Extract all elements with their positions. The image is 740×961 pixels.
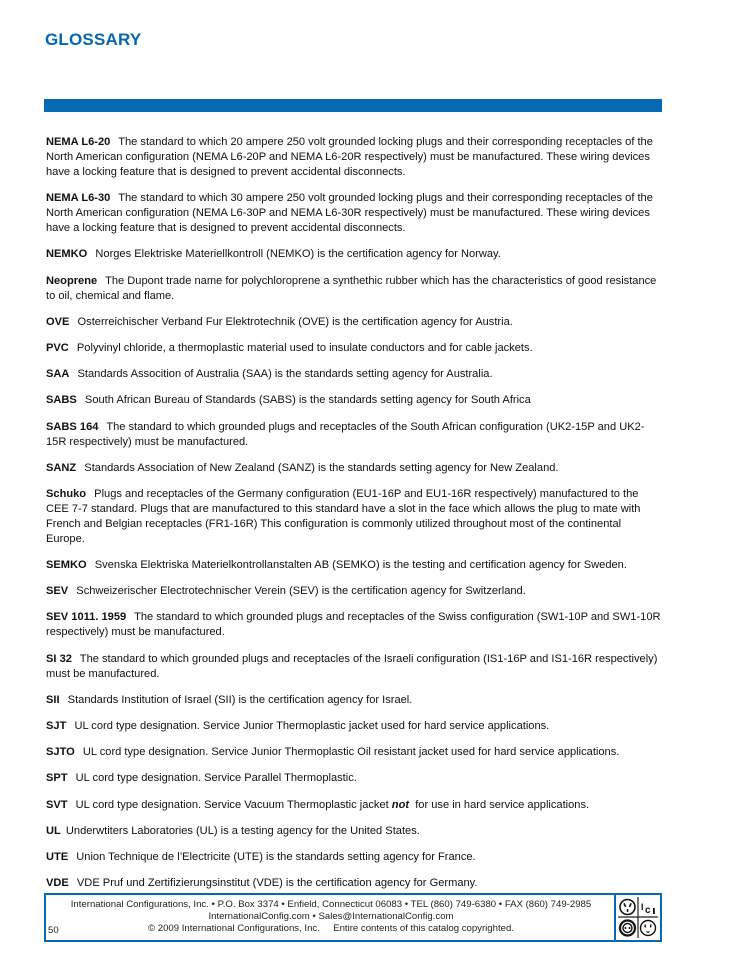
glossary-definition: The standard to which grounded plugs and receptacles of the South African configuration (UK2-15P and UK2-15R respectively) must be manufactured. bbox=[46, 420, 645, 448]
glossary-entry bbox=[46, 487, 662, 547]
glossary-term: SABS 164 bbox=[46, 420, 99, 433]
header-rule-bar bbox=[44, 99, 662, 112]
glossary-term: SII bbox=[46, 693, 60, 706]
glossary-entry bbox=[46, 610, 662, 640]
glossary-term: SPT bbox=[46, 772, 68, 785]
glossary-term: VDE bbox=[46, 877, 69, 890]
footer-contact bbox=[46, 899, 616, 935]
glossary-definition: The standard to which 20 ampere 250 volt grounded locking plugs and their corresponding receptacles of the North American configuration (NEMA L6-20P and NEMA L6-20R respectively) must be manufactured. These wiring devices have a locking feature that is designed to prevent accidental disconnects. bbox=[46, 136, 653, 178]
glossary-entry bbox=[46, 393, 662, 408]
glossary-entry bbox=[46, 693, 662, 708]
glossary-entry bbox=[46, 584, 662, 599]
glossary-term: PVC bbox=[46, 341, 69, 354]
glossary-definition: VDE Pruf und Zertifizierungsinstitut (VDE) is the certification agency for Germany. bbox=[76, 877, 478, 890]
glossary-definition-rest: for use in hard service applications. bbox=[409, 798, 590, 811]
glossary-entry bbox=[46, 771, 662, 786]
glossary-entry bbox=[46, 745, 662, 760]
glossary-entry bbox=[46, 315, 662, 330]
glossary-definition: The Dupont trade name for polychloroprene a synthethic rubber which has the characteristics of good resistance to oil, chemical and flame. bbox=[46, 274, 657, 302]
glossary-term: SABS bbox=[46, 394, 77, 407]
svg-text:I: I bbox=[641, 902, 644, 912]
glossary-entry bbox=[46, 652, 662, 682]
glossary-definition: The standard to which grounded plugs and receptacles of the Swiss configuration (SW1-10P and SW1-10R respectively) must be manufactured. bbox=[46, 611, 661, 639]
glossary-term: SEV 1011. 1959 bbox=[46, 611, 127, 624]
glossary-term: UL bbox=[46, 824, 61, 837]
glossary-entry bbox=[46, 367, 662, 382]
glossary-entry bbox=[46, 461, 662, 476]
glossary-entry bbox=[46, 558, 662, 573]
glossary-term: SVT bbox=[46, 798, 68, 811]
glossary-definition: UL cord type designation. Service Parallel Thermoplastic. bbox=[75, 772, 357, 785]
glossary-term: Schuko bbox=[46, 487, 87, 500]
glossary-entry bbox=[46, 135, 662, 180]
company-logo bbox=[614, 895, 660, 940]
glossary-definition: The standard to which grounded plugs and receptacles of the Israeli configuration (IS1-16P and IS1-16R respectively) must be manufactured. bbox=[46, 652, 658, 680]
glossary-entry bbox=[46, 850, 662, 865]
glossary-term: NEMA L6-20 bbox=[46, 136, 111, 148]
glossary-definition: UL cord type designation. Service Junior Thermoplastic jacket used for hard service applications. bbox=[74, 720, 550, 732]
svg-text:c: c bbox=[645, 905, 651, 916]
glossary-definition: Osterreichischer Verband Fur Elektrotechnik (OVE) is the certification agency for Austria. bbox=[77, 315, 513, 328]
footer-web-email: InternationalConfig.com • Sales@InternationalConfig.com bbox=[208, 911, 454, 922]
glossary-term: SJTO bbox=[46, 746, 75, 759]
glossary-term: SANZ bbox=[46, 461, 77, 474]
footer-copyright: © 2009 International Configurations, Inc. Entire contents of this catalog copyrighted. bbox=[148, 923, 514, 934]
glossary-list bbox=[46, 135, 662, 902]
footer-address: International Configurations, Inc. • P.O. Box 3374 • Enfield, Connecticut 06083 • TEL (860) 749-6380 • FAX (860) 749-2985 bbox=[70, 899, 592, 910]
glossary-definition: Norges Elektriske Materiellkontroll (NEMKO) is the certification agency for Norway. bbox=[95, 248, 501, 261]
glossary-definition: The standard to which 30 ampere 250 volt grounded locking plugs and their corresponding receptacles of the North American configuration (NEMA L6-30P and NEMA L6-30R respectively) must be manufactured. These wiring devices have a locking feature that is designed to prevent accidental disconnects. bbox=[46, 192, 653, 235]
glossary-entry bbox=[46, 274, 662, 304]
glossary-definition: Plugs and receptacles of the Germany configuration (EU1-16P and EU1-16R respectively) manufactured to the CEE 7-7 standard. Plugs that are manufactured to this standard have a slot in the face which allows the plug to mate with French and Belgian receptacles (FR1-16R) This configuration is commonly utilized throughout most of the continental Europe. bbox=[46, 487, 641, 545]
glossary-definition: South African Bureau of Standards (SABS) is the standards setting agency for South Africa bbox=[84, 394, 531, 407]
glossary-entry bbox=[46, 824, 662, 839]
page-number: 50 bbox=[48, 925, 59, 936]
glossary-entry bbox=[46, 247, 662, 262]
plug-configurations-logo-icon bbox=[616, 895, 660, 940]
glossary-term: SI 32 bbox=[46, 652, 72, 665]
glossary-term: SAA bbox=[46, 368, 70, 381]
page-footer bbox=[44, 893, 662, 942]
page-title: GLOSSARY bbox=[45, 30, 142, 49]
glossary-term: SJT bbox=[46, 720, 67, 732]
glossary-term: SEV bbox=[46, 585, 69, 598]
glossary-definition: Standards Institution of Israel (SII) is the certification agency for Israel. bbox=[67, 693, 413, 706]
emphasis-text: not bbox=[391, 798, 410, 811]
glossary-definition: UL cord type designation. Service Vacuum Thermoplastic jacket bbox=[75, 798, 392, 811]
glossary-definition: Standards Association of New Zealand (SANZ) is the standards setting agency for New Zealand. bbox=[84, 461, 559, 474]
glossary-entry bbox=[46, 191, 662, 236]
glossary-term: NEMKO bbox=[46, 248, 88, 261]
glossary-entry bbox=[46, 798, 662, 813]
glossary-term: OVE bbox=[46, 315, 70, 328]
glossary-term: UTE bbox=[46, 850, 69, 863]
glossary-entry bbox=[46, 719, 662, 734]
glossary-definition: Underwtiters Laboratories (UL) is a testing agency for the United States. bbox=[65, 824, 420, 837]
glossary-entry bbox=[46, 341, 662, 356]
glossary-definition: Schweizerischer Electrotechnischer Verein (SEV) is the certification agency for Switzerland. bbox=[76, 585, 526, 598]
glossary-entry bbox=[46, 876, 662, 891]
glossary-definition: Svenska Elektriska Materielkontrollanstalten AB (SEMKO) is the testing and certification agency for Sweden. bbox=[94, 559, 627, 572]
glossary-term: Neoprene bbox=[46, 274, 98, 287]
glossary-term: NEMA L6-30 bbox=[46, 192, 111, 205]
glossary-term: SEMKO bbox=[46, 559, 87, 572]
glossary-definition: Union Technique de l’Electricite (UTE) is the standards setting agency for France. bbox=[76, 850, 476, 863]
glossary-definition: Standards Assocition of Australia (SAA) is the standards setting agency for Australia. bbox=[77, 368, 493, 381]
glossary-definition: Polyvinyl chloride, a thermoplastic material used to insulate conductors and for cable jackets. bbox=[76, 341, 533, 354]
glossary-definition: UL cord type designation. Service Junior Thermoplastic Oil resistant jacket used for hard service applications. bbox=[82, 746, 620, 759]
glossary-entry bbox=[46, 420, 662, 450]
